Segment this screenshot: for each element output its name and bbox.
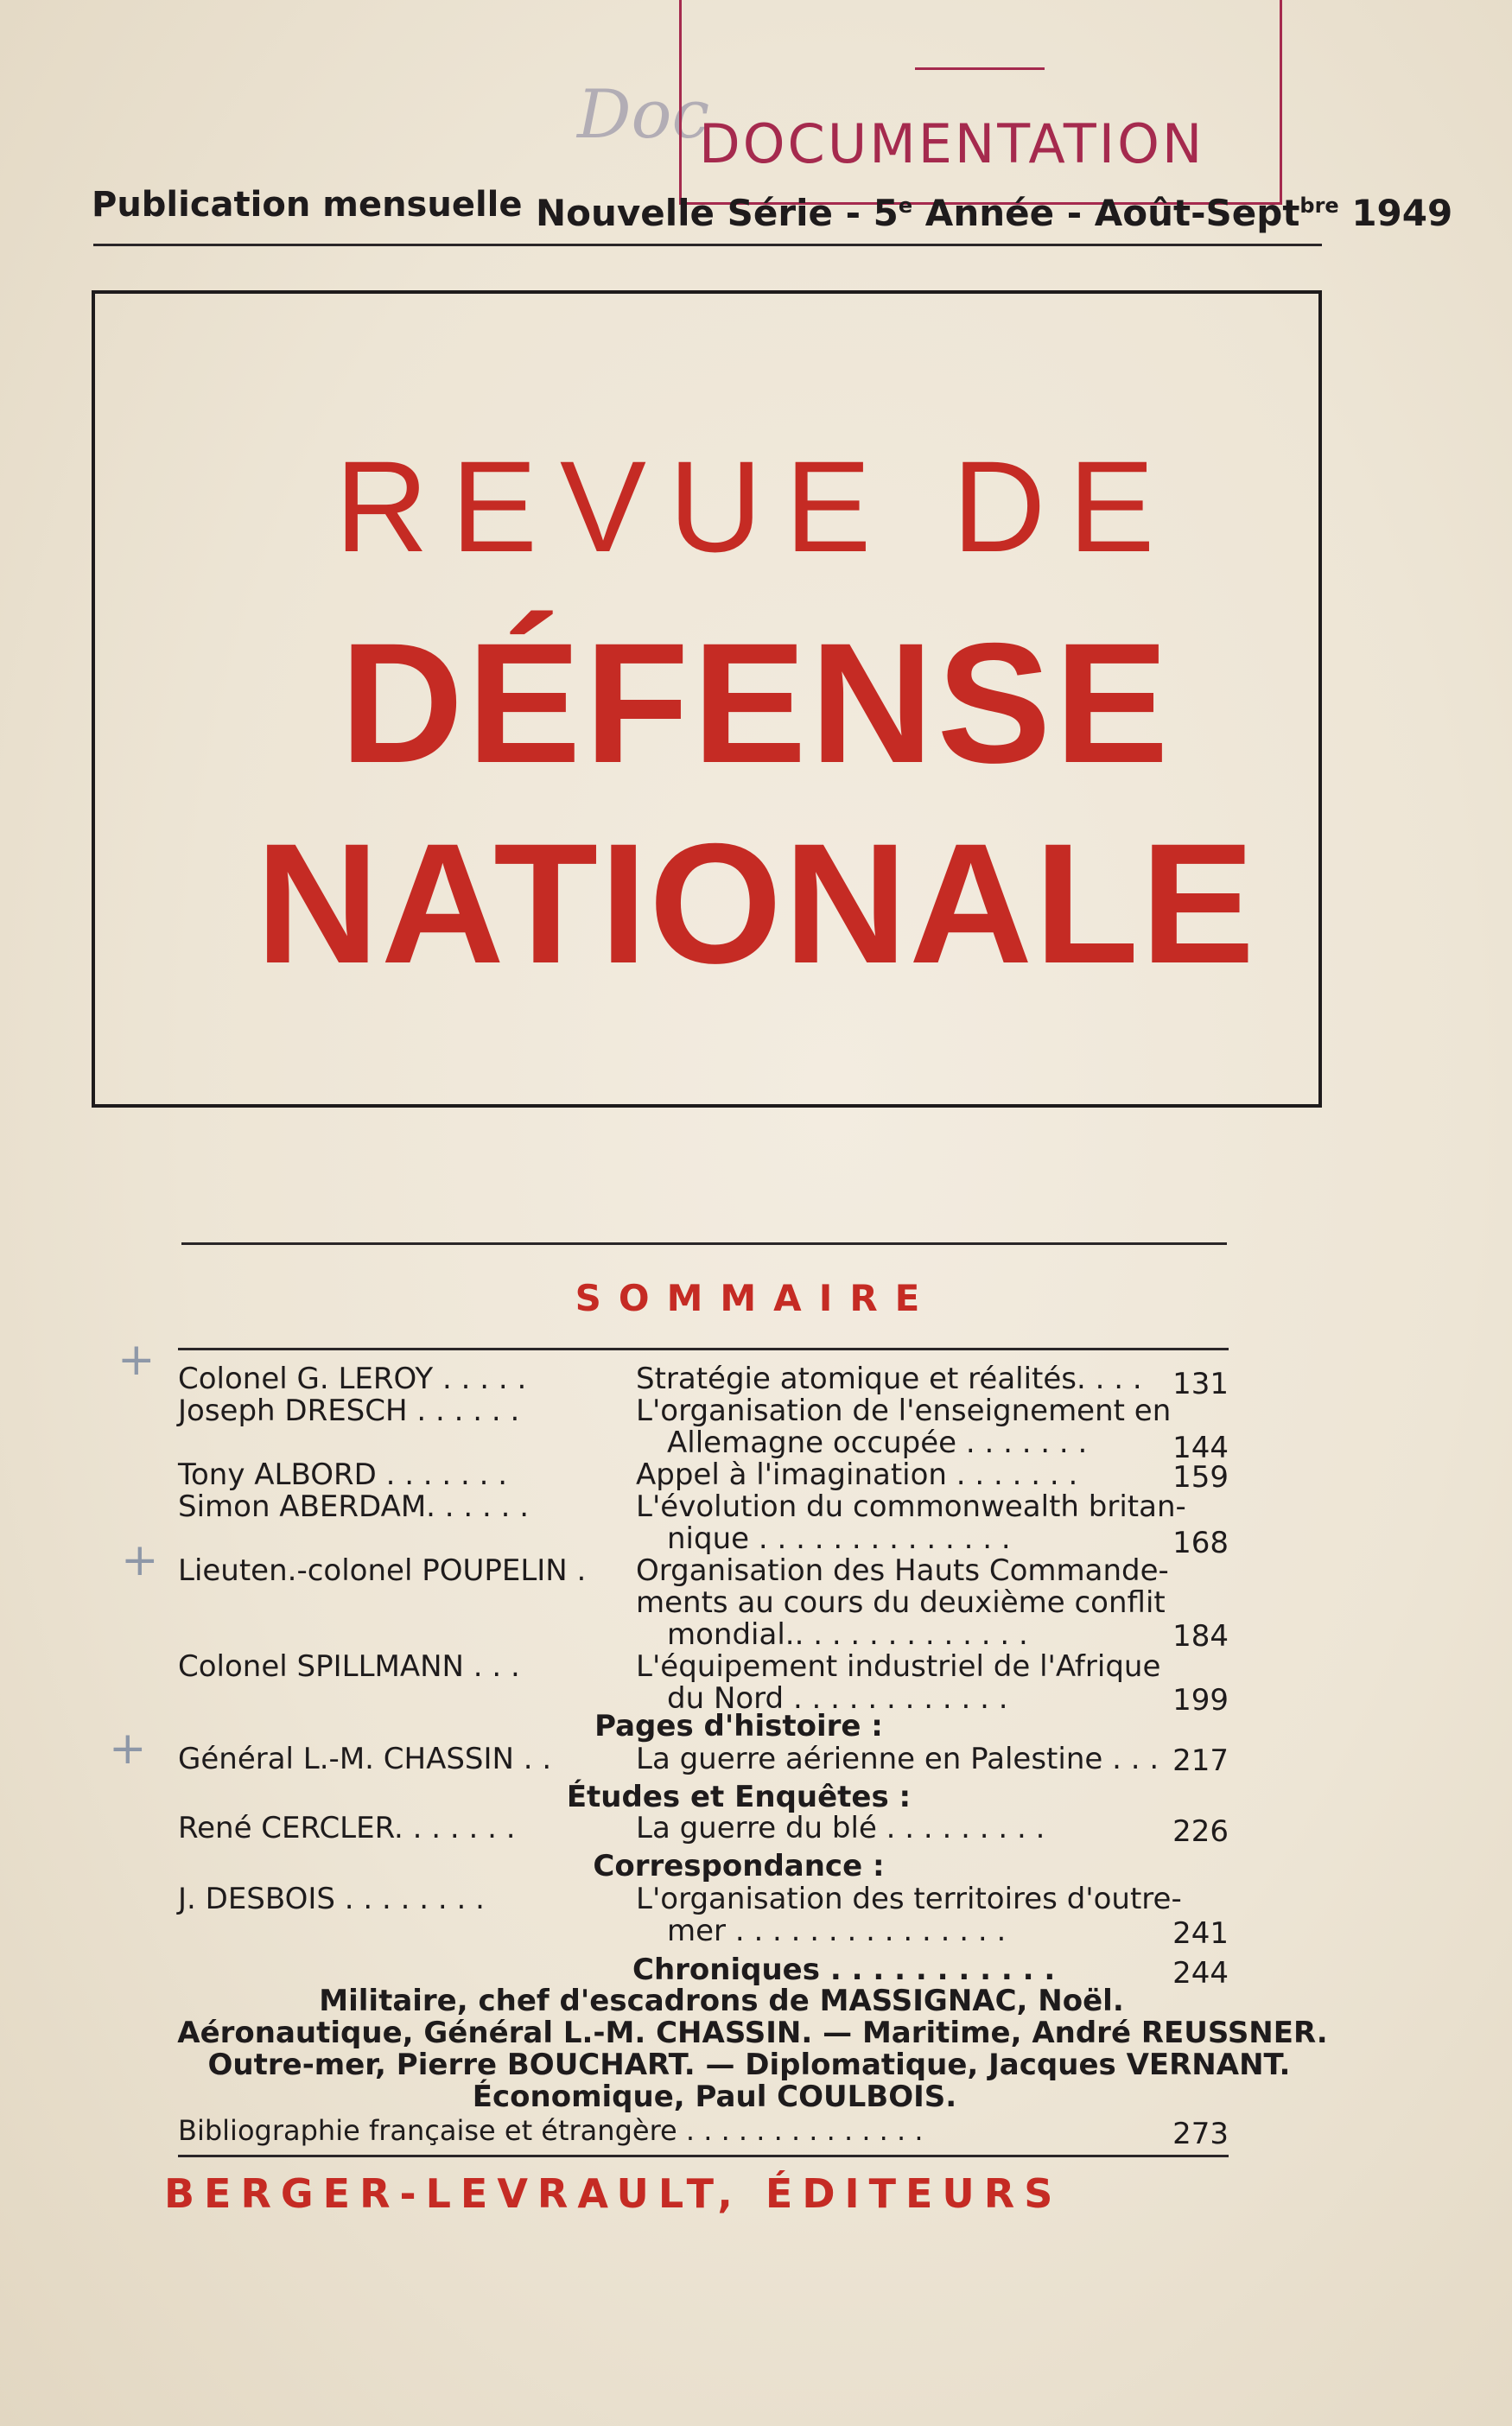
toc-author: Colonel G. LEROY . . . . . (178, 1362, 527, 1396)
toc-article-line: du Nord . . . . . . . . . . . . (667, 1681, 1008, 1716)
toc-article-line: mondial.. . . . . . . . . . . . . (667, 1617, 1028, 1652)
toc-article-line: L'équipement industriel de l'Afrique (636, 1649, 1161, 1684)
toc-author: Tony ALBORD . . . . . . . (178, 1458, 508, 1492)
toc-author: Joseph DRESCH . . . . . . (178, 1394, 520, 1428)
toc-page-number: 159 (1172, 1460, 1229, 1495)
toc-page-number: 144 (1172, 1431, 1229, 1465)
handwritten-annotation: Doc (577, 76, 710, 154)
chroniques-line: Économique, Paul COULBOIS. (472, 2080, 957, 2114)
issue-sup-bre: bre (1299, 194, 1339, 218)
toc-bibliography-label: Bibliographie française et étrangère . . . . . . . . . . . . . . (178, 2114, 924, 2147)
sommaire-heading: SOMMAIRE (575, 1277, 937, 1319)
toc-page-number: 244 (1172, 1956, 1229, 1991)
toc-article-line: mer . . . . . . . . . . . . . . . (667, 1914, 1007, 1948)
header-rule (93, 244, 1322, 246)
issue-month: Année - Août-Sept (912, 192, 1300, 234)
toc-page-number: 226 (1172, 1814, 1229, 1849)
title-line-3: NATIONALE (255, 808, 1257, 999)
toc-article-line: L'évolution du commonwealth britan- (636, 1489, 1186, 1524)
chroniques-line: Militaire, chef d'escadrons de MASSIGNAC, Noël. (319, 1984, 1124, 2018)
chroniques-line: Outre-mer, Pierre BOUCHART. — Diplomatique, Jacques VERNANT. (207, 2048, 1291, 2082)
publisher: BERGER-LEVRAULT, ÉDITEURS (164, 2170, 1063, 2217)
pencil-mark-icon: + (121, 1534, 159, 1586)
toc-author: Colonel SPILLMANN . . . (178, 1649, 520, 1684)
toc-article-line: Stratégie atomique et réalités. . . . (636, 1362, 1142, 1396)
issue-year: 1949 (1338, 192, 1453, 234)
title-line-2: DÉFENSE (340, 607, 1172, 798)
issue-sup-e: e (898, 194, 913, 218)
publication-frequency: Publication mensuelle (92, 185, 523, 225)
chroniques-line: Aéronautique, Général L.-M. CHASSIN. — Maritime, André REUSSNER. (177, 2016, 1328, 2050)
toc-article-line: Organisation des Hauts Commande- (636, 1553, 1169, 1588)
stamp-dash (915, 67, 1045, 70)
toc-author: J. DESBOIS . . . . . . . . (178, 1882, 485, 1916)
toc-page-number: 217 (1172, 1743, 1229, 1778)
toc-article-line: Appel à l'imagination . . . . . . . (636, 1458, 1078, 1492)
issue-info (536, 192, 1452, 234)
publisher-rule (178, 2155, 1229, 2157)
documentation-stamp (679, 0, 1282, 205)
toc-article-line: L'organisation des territoires d'outre- (636, 1882, 1182, 1916)
title-line-1: REVUE DE (334, 434, 1178, 579)
issue-series: Nouvelle Série - 5 (536, 192, 899, 234)
toc-author: Général L.-M. CHASSIN . . (178, 1742, 552, 1776)
stamp-text: DOCUMENTATION (699, 112, 1205, 175)
toc-section-heading: Correspondance : (593, 1849, 885, 1883)
toc-page-number: 131 (1172, 1367, 1229, 1401)
toc-section-heading: Études et Enquêtes : (566, 1780, 912, 1814)
toc-section-heading: Pages d'histoire : (594, 1709, 883, 1743)
sommaire-top-rule (181, 1242, 1227, 1245)
toc-author: Simon ABERDAM. . . . . . (178, 1489, 530, 1524)
toc-article-line: La guerre aérienne en Palestine . . . (636, 1742, 1159, 1776)
toc-page-number: 199 (1172, 1683, 1229, 1718)
toc-article-line: L'organisation de l'enseignement en (636, 1394, 1172, 1428)
toc-author: Lieuten.-colonel POUPELIN . (178, 1553, 587, 1588)
toc-page-number: 241 (1172, 1916, 1229, 1951)
sommaire-bottom-rule (178, 1348, 1229, 1350)
toc-page-number: 184 (1172, 1619, 1229, 1654)
toc-article-line: ments au cours du deuxième conflit (636, 1585, 1166, 1620)
toc-article-line: La guerre du blé . . . . . . . . . (636, 1811, 1045, 1845)
pencil-mark-icon: + (118, 1334, 156, 1386)
toc-author: René CERCLER. . . . . . . (178, 1811, 516, 1845)
pencil-mark-icon: + (109, 1723, 147, 1775)
toc-article-line: Allemagne occupée . . . . . . . (667, 1426, 1088, 1460)
toc-page-number: 168 (1172, 1526, 1229, 1560)
toc-page-number: 273 (1172, 2117, 1229, 2151)
toc-chroniques-label: Chroniques . . . . . . . . . . . (632, 1953, 1056, 1987)
toc-article-line: nique . . . . . . . . . . . . . . (667, 1521, 1011, 1556)
